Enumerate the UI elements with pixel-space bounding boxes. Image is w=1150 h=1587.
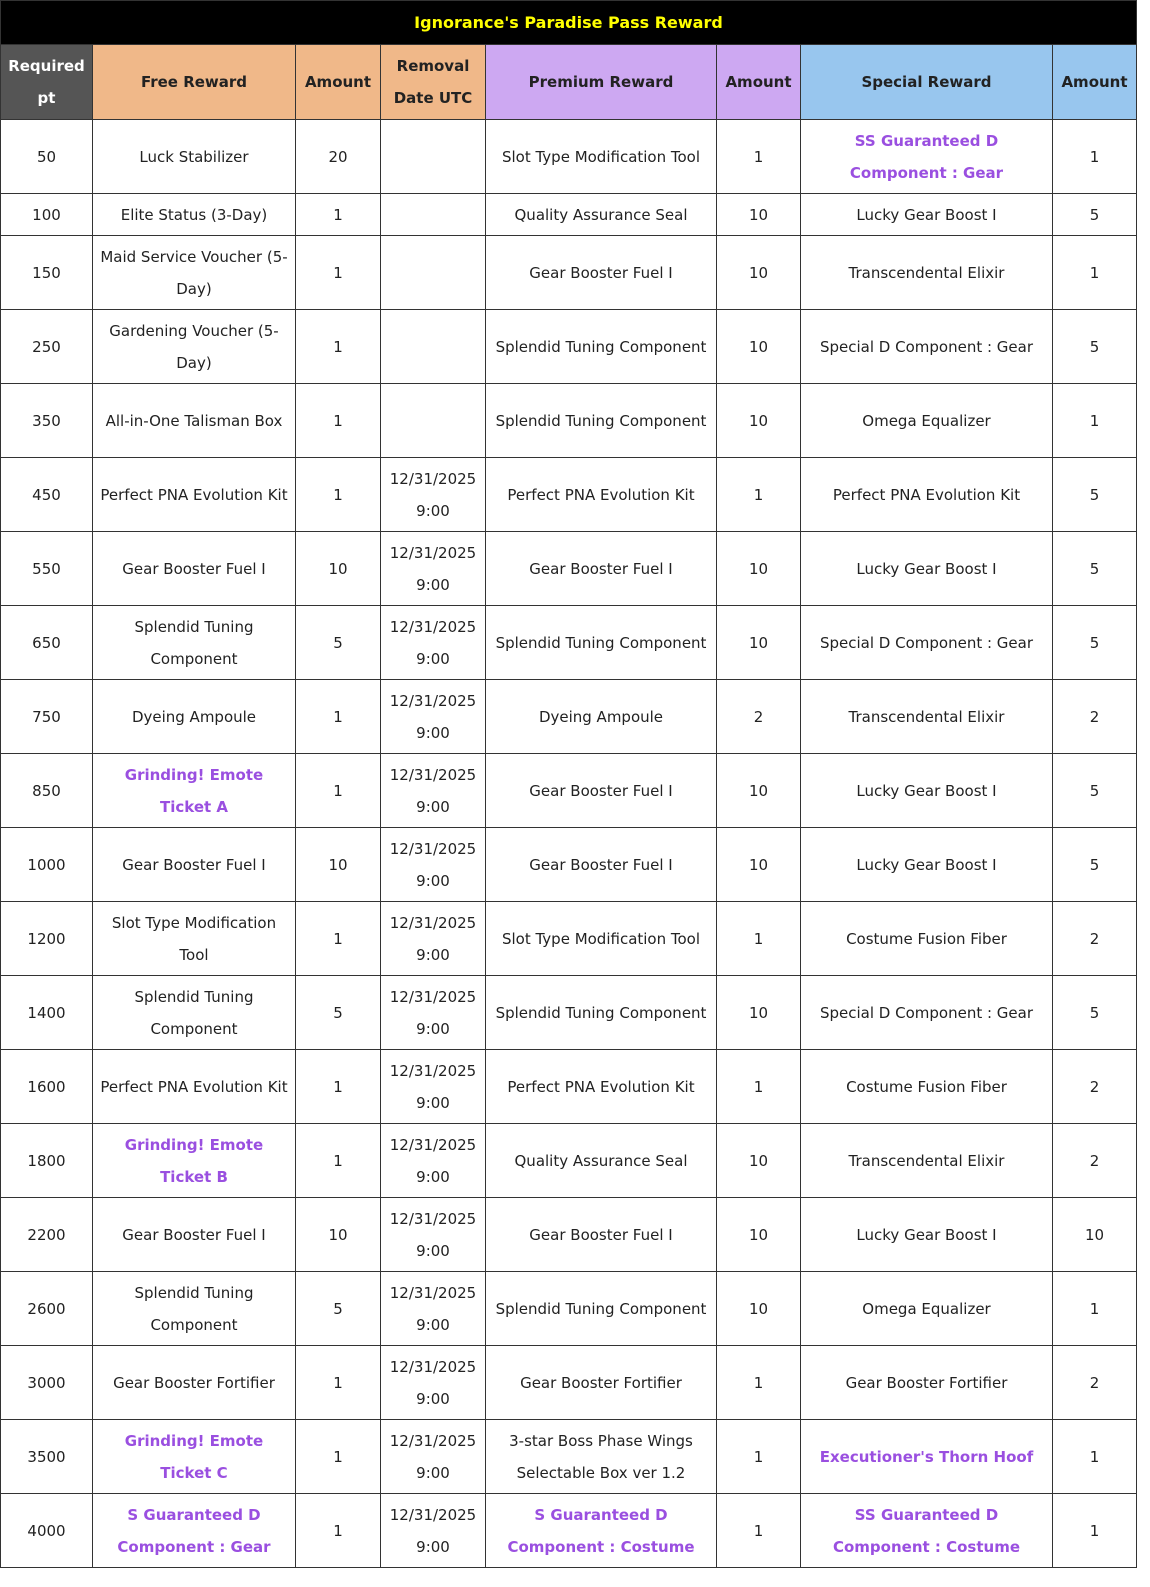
table-row xyxy=(1,1050,1137,1124)
removal-date-cell xyxy=(381,384,486,458)
special-reward-cell: Transcendental Elixir xyxy=(801,1124,1053,1198)
special-reward-cell: Special D Component : Gear xyxy=(801,310,1053,384)
free-amount-cell: 5 xyxy=(296,1272,381,1346)
premium-amount-cell: 10 xyxy=(717,236,801,310)
premium-amount-cell: 10 xyxy=(717,606,801,680)
special-amount-cell: 5 xyxy=(1053,310,1137,384)
header-special-amount: Amount xyxy=(1053,45,1137,120)
required-pt-cell: 3000 xyxy=(1,1346,93,1420)
special-amount-cell: 2 xyxy=(1053,680,1137,754)
table-row xyxy=(1,236,1137,310)
free-reward-cell: Perfect PNA Evolution Kit xyxy=(93,458,296,532)
removal-date-cell xyxy=(381,236,486,310)
premium-amount-cell: 10 xyxy=(717,194,801,236)
free-amount-cell: 1 xyxy=(296,458,381,532)
removal-date-cell: 12/31/2025 9:00 xyxy=(381,828,486,902)
premium-amount-cell: 10 xyxy=(717,532,801,606)
free-reward-cell: S Guaranteed D Component : Gear xyxy=(93,1494,296,1568)
premium-amount-cell: 1 xyxy=(717,902,801,976)
removal-date-cell: 12/31/2025 9:00 xyxy=(381,902,486,976)
free-amount-cell: 1 xyxy=(296,1494,381,1568)
header-premium-amount: Amount xyxy=(717,45,801,120)
required-pt-cell: 100 xyxy=(1,194,93,236)
premium-amount-cell: 10 xyxy=(717,754,801,828)
required-pt-cell: 1800 xyxy=(1,1124,93,1198)
free-amount-cell: 1 xyxy=(296,384,381,458)
free-reward-cell: Elite Status (3-Day) xyxy=(93,194,296,236)
free-amount-cell: 5 xyxy=(296,976,381,1050)
premium-amount-cell: 2 xyxy=(717,680,801,754)
table-row xyxy=(1,458,1137,532)
special-reward-cell: Gear Booster Fortifier xyxy=(801,1346,1053,1420)
free-reward-cell: Grinding! Emote Ticket B xyxy=(93,1124,296,1198)
required-pt-cell: 450 xyxy=(1,458,93,532)
special-reward-cell: Special D Component : Gear xyxy=(801,976,1053,1050)
free-amount-cell: 1 xyxy=(296,680,381,754)
premium-amount-cell: 10 xyxy=(717,828,801,902)
special-reward-cell: Lucky Gear Boost I xyxy=(801,1198,1053,1272)
required-pt-cell: 2200 xyxy=(1,1198,93,1272)
header-special-reward: Special Reward xyxy=(801,45,1053,120)
free-reward-cell: All-in-One Talisman Box xyxy=(93,384,296,458)
table-row xyxy=(1,828,1137,902)
special-amount-cell: 1 xyxy=(1053,1420,1137,1494)
special-amount-cell: 5 xyxy=(1053,606,1137,680)
free-reward-cell: Luck Stabilizer xyxy=(93,120,296,194)
special-reward-cell: Lucky Gear Boost I xyxy=(801,754,1053,828)
free-reward-cell: Gear Booster Fuel I xyxy=(93,828,296,902)
free-reward-cell: Maid Service Voucher (5-Day) xyxy=(93,236,296,310)
premium-reward-cell: S Guaranteed D Component : Costume xyxy=(486,1494,717,1568)
premium-reward-cell: Slot Type Modification Tool xyxy=(486,902,717,976)
special-reward-cell: SS Guaranteed D Component : Gear xyxy=(801,120,1053,194)
table-row xyxy=(1,680,1137,754)
premium-amount-cell: 1 xyxy=(717,1494,801,1568)
special-amount-cell: 5 xyxy=(1053,828,1137,902)
special-amount-cell: 2 xyxy=(1053,1050,1137,1124)
required-pt-cell: 750 xyxy=(1,680,93,754)
premium-amount-cell: 10 xyxy=(717,976,801,1050)
special-amount-cell: 1 xyxy=(1053,1494,1137,1568)
premium-reward-cell: Quality Assurance Seal xyxy=(486,194,717,236)
premium-reward-cell: Perfect PNA Evolution Kit xyxy=(486,1050,717,1124)
premium-reward-cell: Perfect PNA Evolution Kit xyxy=(486,458,717,532)
free-amount-cell: 10 xyxy=(296,828,381,902)
special-amount-cell: 2 xyxy=(1053,1124,1137,1198)
free-amount-cell: 20 xyxy=(296,120,381,194)
table-row xyxy=(1,384,1137,458)
special-reward-cell: Costume Fusion Fiber xyxy=(801,902,1053,976)
free-reward-cell: Grinding! Emote Ticket A xyxy=(93,754,296,828)
premium-reward-cell: Splendid Tuning Component xyxy=(486,606,717,680)
special-reward-cell: Transcendental Elixir xyxy=(801,680,1053,754)
premium-reward-cell: Gear Booster Fuel I xyxy=(486,754,717,828)
removal-date-cell xyxy=(381,194,486,236)
premium-reward-cell: Slot Type Modification Tool xyxy=(486,120,717,194)
table-row xyxy=(1,1346,1137,1420)
header-free-amount: Amount xyxy=(296,45,381,120)
free-reward-cell: Dyeing Ampoule xyxy=(93,680,296,754)
table-row xyxy=(1,120,1137,194)
special-reward-cell: Lucky Gear Boost I xyxy=(801,194,1053,236)
removal-date-cell: 12/31/2025 9:00 xyxy=(381,1198,486,1272)
removal-date-cell: 12/31/2025 9:00 xyxy=(381,680,486,754)
table-row xyxy=(1,1272,1137,1346)
free-reward-cell: Splendid Tuning Component xyxy=(93,1272,296,1346)
removal-date-cell: 12/31/2025 9:00 xyxy=(381,532,486,606)
premium-reward-cell: Gear Booster Fuel I xyxy=(486,236,717,310)
table-row xyxy=(1,976,1137,1050)
special-amount-cell: 1 xyxy=(1053,1272,1137,1346)
premium-reward-cell: 3-star Boss Phase Wings Selectable Box ver 1.2 xyxy=(486,1420,717,1494)
required-pt-cell: 250 xyxy=(1,310,93,384)
free-amount-cell: 10 xyxy=(296,1198,381,1272)
removal-date-cell: 12/31/2025 9:00 xyxy=(381,976,486,1050)
table-row xyxy=(1,310,1137,384)
premium-reward-cell: Splendid Tuning Component xyxy=(486,384,717,458)
required-pt-cell: 550 xyxy=(1,532,93,606)
free-amount-cell: 1 xyxy=(296,310,381,384)
table-row xyxy=(1,194,1137,236)
free-amount-cell: 10 xyxy=(296,532,381,606)
table-row xyxy=(1,1420,1137,1494)
removal-date-cell: 12/31/2025 9:00 xyxy=(381,1272,486,1346)
required-pt-cell: 1400 xyxy=(1,976,93,1050)
table-row xyxy=(1,532,1137,606)
required-pt-cell: 350 xyxy=(1,384,93,458)
special-amount-cell: 2 xyxy=(1053,902,1137,976)
premium-reward-cell: Gear Booster Fuel I xyxy=(486,1198,717,1272)
removal-date-cell: 12/31/2025 9:00 xyxy=(381,1346,486,1420)
premium-reward-cell: Gear Booster Fuel I xyxy=(486,532,717,606)
premium-amount-cell: 1 xyxy=(717,458,801,532)
free-amount-cell: 1 xyxy=(296,1124,381,1198)
premium-amount-cell: 10 xyxy=(717,384,801,458)
table-title: Ignorance's Paradise Pass Reward xyxy=(0,0,1137,44)
free-amount-cell: 1 xyxy=(296,1050,381,1124)
header-premium-reward: Premium Reward xyxy=(486,45,717,120)
free-reward-cell: Grinding! Emote Ticket C xyxy=(93,1420,296,1494)
required-pt-cell: 3500 xyxy=(1,1420,93,1494)
special-amount-cell: 5 xyxy=(1053,194,1137,236)
free-reward-cell: Perfect PNA Evolution Kit xyxy=(93,1050,296,1124)
special-amount-cell: 1 xyxy=(1053,120,1137,194)
premium-amount-cell: 10 xyxy=(717,310,801,384)
required-pt-cell: 1000 xyxy=(1,828,93,902)
free-reward-cell: Gear Booster Fuel I xyxy=(93,1198,296,1272)
special-amount-cell: 2 xyxy=(1053,1346,1137,1420)
special-amount-cell: 1 xyxy=(1053,384,1137,458)
removal-date-cell: 12/31/2025 9:00 xyxy=(381,458,486,532)
special-reward-cell: Omega Equalizer xyxy=(801,1272,1053,1346)
premium-reward-cell: Gear Booster Fortifier xyxy=(486,1346,717,1420)
free-reward-cell: Splendid Tuning Component xyxy=(93,976,296,1050)
table-row xyxy=(1,1124,1137,1198)
premium-reward-cell: Splendid Tuning Component xyxy=(486,310,717,384)
special-reward-cell: Special D Component : Gear xyxy=(801,606,1053,680)
special-reward-cell: Lucky Gear Boost I xyxy=(801,532,1053,606)
premium-amount-cell: 1 xyxy=(717,120,801,194)
removal-date-cell: 12/31/2025 9:00 xyxy=(381,1124,486,1198)
premium-amount-cell: 1 xyxy=(717,1050,801,1124)
required-pt-cell: 850 xyxy=(1,754,93,828)
special-amount-cell: 5 xyxy=(1053,754,1137,828)
required-pt-cell: 2600 xyxy=(1,1272,93,1346)
free-reward-cell: Gear Booster Fortifier xyxy=(93,1346,296,1420)
table-row xyxy=(1,1494,1137,1568)
removal-date-cell: 12/31/2025 9:00 xyxy=(381,1420,486,1494)
free-reward-cell: Splendid Tuning Component xyxy=(93,606,296,680)
special-amount-cell: 1 xyxy=(1053,236,1137,310)
premium-reward-cell: Splendid Tuning Component xyxy=(486,1272,717,1346)
free-amount-cell: 1 xyxy=(296,1420,381,1494)
table-row xyxy=(1,606,1137,680)
required-pt-cell: 50 xyxy=(1,120,93,194)
premium-amount-cell: 1 xyxy=(717,1346,801,1420)
premium-amount-cell: 10 xyxy=(717,1198,801,1272)
required-pt-cell: 4000 xyxy=(1,1494,93,1568)
special-reward-cell: Perfect PNA Evolution Kit xyxy=(801,458,1053,532)
special-reward-cell: Costume Fusion Fiber xyxy=(801,1050,1053,1124)
removal-date-cell xyxy=(381,120,486,194)
premium-reward-cell: Dyeing Ampoule xyxy=(486,680,717,754)
free-amount-cell: 1 xyxy=(296,1346,381,1420)
special-reward-cell: SS Guaranteed D Component : Costume xyxy=(801,1494,1053,1568)
special-reward-cell: Lucky Gear Boost I xyxy=(801,828,1053,902)
special-amount-cell: 10 xyxy=(1053,1198,1137,1272)
header-free-reward: Free Reward xyxy=(93,45,296,120)
removal-date-cell: 12/31/2025 9:00 xyxy=(381,754,486,828)
header-removal-date: Removal Date UTC xyxy=(381,45,486,120)
premium-reward-cell: Quality Assurance Seal xyxy=(486,1124,717,1198)
premium-amount-cell: 10 xyxy=(717,1124,801,1198)
table-row xyxy=(1,1198,1137,1272)
removal-date-cell: 12/31/2025 9:00 xyxy=(381,1494,486,1568)
special-reward-cell: Transcendental Elixir xyxy=(801,236,1053,310)
removal-date-cell xyxy=(381,310,486,384)
special-reward-cell: Executioner's Thorn Hoof xyxy=(801,1420,1053,1494)
free-reward-cell: Gardening Voucher (5-Day) xyxy=(93,310,296,384)
free-amount-cell: 1 xyxy=(296,902,381,976)
required-pt-cell: 1600 xyxy=(1,1050,93,1124)
premium-amount-cell: 1 xyxy=(717,1420,801,1494)
required-pt-cell: 150 xyxy=(1,236,93,310)
special-amount-cell: 5 xyxy=(1053,976,1137,1050)
special-amount-cell: 5 xyxy=(1053,532,1137,606)
table-header xyxy=(1,45,1137,120)
header-required-pt: Required pt xyxy=(1,45,93,120)
free-reward-cell: Gear Booster Fuel I xyxy=(93,532,296,606)
premium-amount-cell: 10 xyxy=(717,1272,801,1346)
removal-date-cell: 12/31/2025 9:00 xyxy=(381,606,486,680)
free-amount-cell: 1 xyxy=(296,236,381,310)
removal-date-cell: 12/31/2025 9:00 xyxy=(381,1050,486,1124)
free-reward-cell: Slot Type Modification Tool xyxy=(93,902,296,976)
free-amount-cell: 5 xyxy=(296,606,381,680)
header-row xyxy=(1,45,1137,120)
table-row xyxy=(1,754,1137,828)
premium-reward-cell: Gear Booster Fuel I xyxy=(486,828,717,902)
required-pt-cell: 650 xyxy=(1,606,93,680)
premium-reward-cell: Splendid Tuning Component xyxy=(486,976,717,1050)
special-amount-cell: 5 xyxy=(1053,458,1137,532)
table-body xyxy=(1,120,1137,1568)
special-reward-cell: Omega Equalizer xyxy=(801,384,1053,458)
required-pt-cell: 1200 xyxy=(1,902,93,976)
free-amount-cell: 1 xyxy=(296,194,381,236)
free-amount-cell: 1 xyxy=(296,754,381,828)
table-row xyxy=(1,902,1137,976)
